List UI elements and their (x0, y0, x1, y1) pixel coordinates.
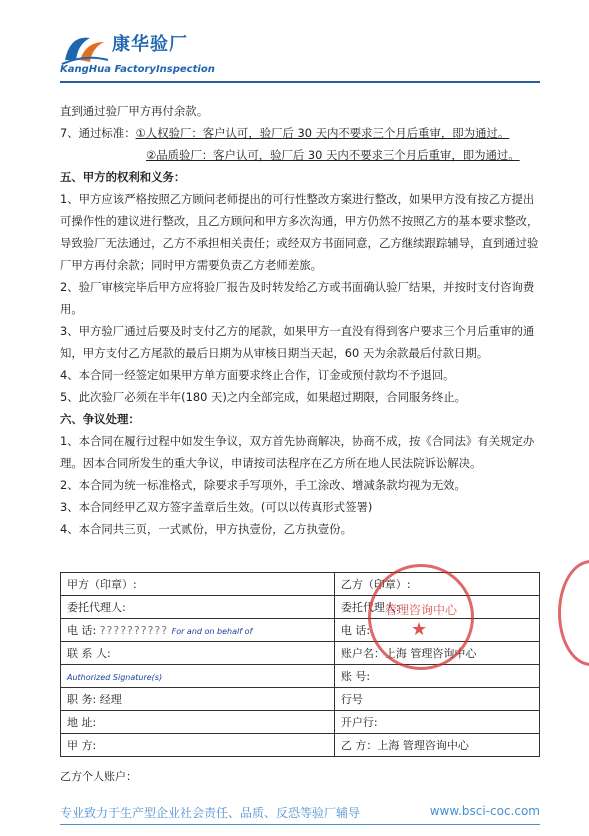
phone-a-value: ?????????? (99, 624, 169, 637)
party-a-seal: 甲方（印章）: (61, 573, 335, 596)
paragraph: 4、本合同共三页，一式贰份，甲方执壹份，乙方执壹份。 (60, 522, 353, 536)
section-title: 五、甲方的权利和义务： (60, 170, 186, 184)
party-b-seal: 乙方（印章）: (334, 573, 539, 596)
party-a: 甲 方: (61, 734, 335, 757)
page-seal-fragment (558, 560, 589, 666)
company-stamp-text: For and on behalf of (171, 627, 253, 636)
paragraph (60, 122, 540, 144)
address: 地 址: (61, 711, 335, 734)
page-footer (60, 804, 540, 821)
phone-b: 电 话: (334, 619, 539, 642)
bank-number: 行号 (334, 688, 539, 711)
account-name: 账户名：上海 管理咨询中心 (334, 642, 539, 665)
seal-star-icon: ★ (411, 619, 428, 640)
paragraph: 3、甲方验厂通过后要及时支付乙方的尾款，如果甲方一直没有得到客户要求三个月后重审的通知，甲方支付乙方尾款的最后日期为从审核日期当天起，60 天为余款最后付款日期。 (60, 324, 535, 360)
contact-person: 联 系 人: (61, 642, 335, 665)
section-title: 六、争议处理： (60, 412, 140, 426)
agent-b: 委托代理人: (334, 596, 539, 619)
paragraph: 1、甲方应该严格按照乙方顾问老师提出的可行性整改方案进行整改，如果甲方没有按乙方提出可操作性的建议进行整改，且乙方顾问和甲方多次沟通，甲方仍然不按照乙方的基本要求整改，导致验厂无法通过，乙方不承担相关责任；或经双方书面同意，乙方继续跟踪辅导，直到通过验厂甲方再付余款；同时甲方需要负责乙方老师差旅。 (60, 192, 539, 272)
paragraph (60, 144, 540, 166)
authorized-signature-text: Authorized Signature(s) (67, 672, 163, 682)
criteria-label: 7、通过标准： (60, 126, 136, 140)
logo-title: 康华验厂 (112, 34, 188, 55)
contract-body (60, 100, 540, 540)
header-divider (60, 81, 540, 83)
agent-a: 委托代理人: (61, 596, 335, 619)
party-b: 乙 方：上海 管理咨询中心 (334, 734, 539, 757)
paragraph: 2、验厂审核完毕后甲方应将验厂报告及时转发给乙方或书面确认验厂结果，并按时支付咨询费用。 (60, 280, 535, 316)
paragraph: 直到通过验厂甲方再付余款。 (60, 104, 209, 118)
company-seal (368, 564, 474, 670)
criteria-item-1: ①人权验厂：客户认可，验厂后 30 天内不要求三个月后重审，即为通过。 (135, 126, 510, 140)
authorized-signature (61, 665, 335, 688)
position: 职 务: 经理 (61, 688, 335, 711)
footer-url: www.bsci-coc.com (429, 804, 540, 818)
criteria-item-2: ②品质验厂：客户认可，验厂后 30 天内不要求三个月后重审，即为通过。 (146, 148, 520, 162)
paragraph: 3、本合同经甲乙双方签字盖章后生效。(可以以传真形式签署) (60, 500, 373, 514)
phone-a-label: 电 话: (67, 624, 97, 637)
seal-text: 管理咨询中心 (384, 603, 457, 617)
opening-bank: 开户行: (334, 711, 539, 734)
personal-account: 乙方个人账户： (60, 770, 137, 783)
footer-divider (60, 824, 540, 825)
logo-subtitle: KangHua FactoryInspection (60, 64, 215, 75)
paragraph: 2、本合同为统一标准格式，除要求手写项外，手工涂改、增减条款均视为无效。 (60, 478, 466, 492)
account-number: 账 号: (334, 665, 539, 688)
paragraph: 4、本合同一经签定如果甲方单方面要求终止合作，订金或预付款均不予退回。 (60, 368, 455, 382)
paragraph: 5、此次验厂必须在半年(180 天)之内全部完成，如果超过期限，合同服务终止。 (60, 390, 466, 404)
paragraph: 1、本合同在履行过程中如发生争议，双方首先协商解决，协商不成，按《合同法》有关规定办理。因本合同所发生的重大争议，申请按司法程序在乙方所在地人民法院诉讼解决。 (60, 434, 535, 470)
footer-slogan: 专业致力于生产型企业社会责任、品质、反恐等验厂辅导 (60, 806, 361, 820)
phone-a (61, 619, 335, 642)
page-header (60, 26, 540, 86)
